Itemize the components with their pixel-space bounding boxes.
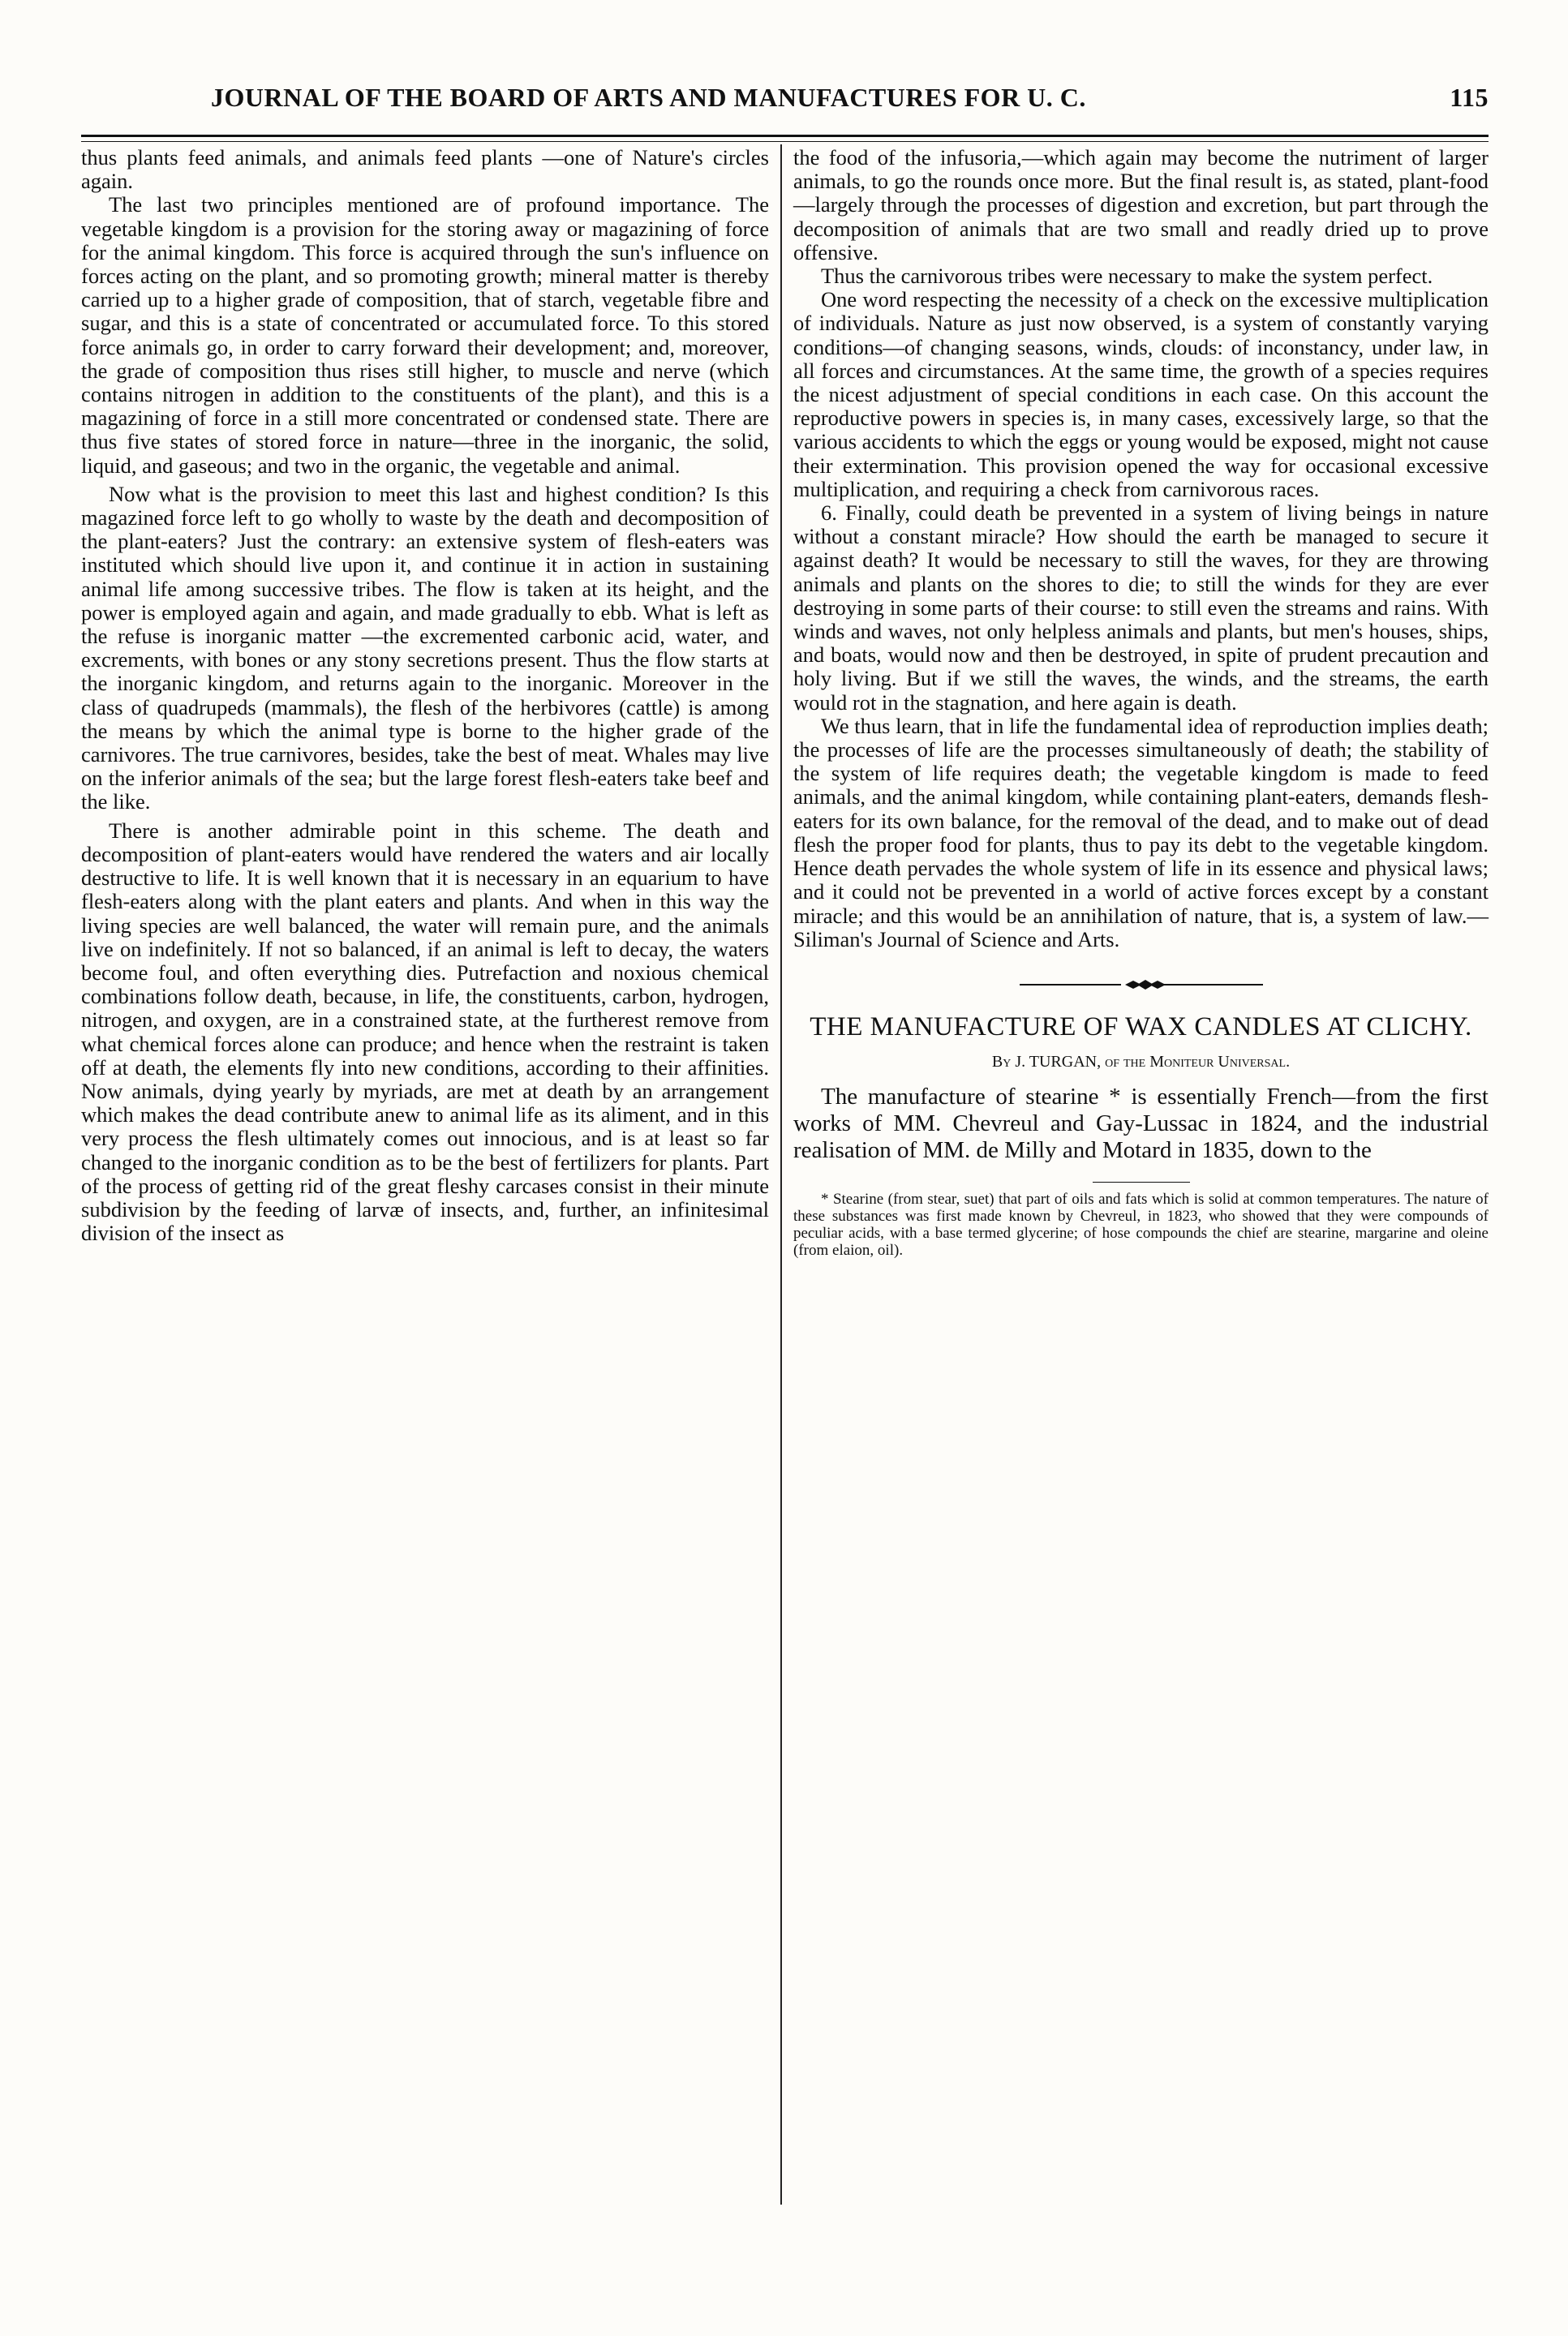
paragraph: Thus the carnivorous tribes were necessary to make the system perfect. bbox=[821, 264, 1433, 289]
paragraph: One word respecting the necessity of a check on the excessive multiplication of individuals. Nature as just now observed, is a system of constantly varying conditions—of changing seasons, winds, clouds: of inconstancy, under law, in all forces and circumstances. At the same time, the growth of a species requires the nicest adjustment of special conditions in each case. On this account the reproductive powers in species is, in many cases, excessively large, so that the various accidents to which the eggs or young would be exposed, might not cause their extermination. This provision opened the way for occasional excessive multiplication, and requiring a check from carnivorous races. bbox=[793, 287, 1489, 501]
article-byline: By J. TURGAN, of the Moniteur Universal. bbox=[991, 1052, 1291, 1071]
running-header bbox=[81, 83, 1489, 128]
article-intro: The manufacture of stearine * is essentially French—from the first works of MM. Chevreul and Gay-Lussac in 1824, and the industrial realisation of MM. de Milly and Motard in 1835, down to the bbox=[793, 1084, 1489, 1164]
header-rule-thin bbox=[81, 141, 1489, 142]
paragraph: There is another admirable point in this scheme. The death and decomposition of plant-eaters would have rendered the waters and air locally destructive to life. It is well known that it is necessary in an equarium to have flesh-eaters along with the plant eaters and plants. And when in this way the living species are well balanced, the water will remain pure, and the animals live on indefinitely. If not so balanced, if an animal is left to decay, the waters become foul, and often everything dies. Putrefaction and noxious chemical combinations follow death, because, in life, the constituents, carbon, hydrogen, nitrogen, and oxygen, are in a constrained state, at the furtherest remove from what chemical forces alone can produce; and hence when the restraint is taken off at death, the elements fly into new conditions, according to their affinities. Now animals, dying yearly by myriads, are met at death by an arrangement which makes the dead contribute anew to animal life as its aliment, and in this very process the flesh ultimately comes out innocious, and is at least so far changed to the inorganic condition as to be the best of fertilizers for plants. Part of the process of getting rid of the great fleshy carcases consist in their minute subdivision by the feeding of larvæ of insects, and, further, an infinitesimal division of the insect as bbox=[81, 818, 769, 1246]
section-ornament bbox=[1020, 979, 1263, 990]
left-column bbox=[81, 146, 769, 1245]
footnote: * Stearine (from stear, suet) that part of oils and fats which is solid at common temperatures. The nature of these substances was first made known by Chevreul, in 1823, who showed that they were compounds of peculiar acids, with a base termed glycerine; of hose compounds the chief are stearine, margarine and oleine (from elaion, oil). bbox=[793, 1191, 1489, 1260]
paragraph: The last two principles mentioned are of profound importance. The vegetable kingdom is a provision for the storing away or magazining of force for the animal kingdom. This force is acquired through the sun's influence on forces acting on the plant, and so promoting growth; mineral matter is thereby carried up to a higher grade of composition, that of starch, vegetable fibre and sugar, and this is a state of concentrated or accumulated force. To this stored force animals go, in order to carry forward their development; and, moreover, the grade of composition thus rises still higher, to muscle and nerve (which contains nitrogen in addition to the constituents of the plant), and this is a magazining of force in a still more concentrated or condensed state. There are thus five states of stored force in nature—three in the inorganic, the solid, liquid, and gaseous; and two in the organic, the vegetable and animal. bbox=[81, 192, 769, 478]
paragraph: thus plants feed animals, and animals feed plants —one of Nature's circles again. bbox=[81, 145, 769, 194]
paragraph: We thus learn, that in life the fundamental idea of reproduction implies death; the processes of life are the processes simultaneously of death; the stability of the system of life requires death; the vegetable kingdom is made to feed animals, and the animal kingdom, while containing plant-eaters, demands flesh-eaters for its own balance, for the removal of the dead, and to make out of dead flesh the proper food for plants, thus to pay its debt to the vegetable kingdom. Hence death pervades the whole system of life in its essence and physical laws; and it could not be prevented in a world of active forces except by a constant miracle; and this would be an annihilation of nature, that is, a system of law.—Siliman's Journal of Science and Arts. bbox=[793, 713, 1489, 951]
journal-title: JOURNAL OF THE BOARD OF ARTS AND MANUFACTURES FOR U. C. bbox=[211, 83, 1086, 112]
column-divider bbox=[780, 144, 782, 2205]
article-title: THE MANUFACTURE OF WAX CANDLES AT CLICHY. bbox=[810, 1011, 1472, 1041]
page-number: 115 bbox=[1450, 83, 1489, 112]
header-rule bbox=[81, 135, 1489, 137]
footnote-rule bbox=[1093, 1182, 1190, 1183]
paragraph: the food of the infusoria,—which again may become the nutriment of larger animals, to go the rounds once more. But the final result is, as stated, plant-food—largely through the processes of digestion and excretion, but part through the decomposition of animals that are two small and readly dried up to prove offensive. bbox=[793, 145, 1489, 264]
right-column bbox=[793, 146, 1489, 1259]
paragraph: Now what is the provision to meet this last and highest condition? Is this magazined force left to go wholly to waste by the death and decomposition of the plant-eaters? Just the contrary: an extensive system of flesh-eaters was instituted which should live upon it, and continue it in action in sustaining animal life among successive tribes. The flow is taken at its height, and the power is employed again and again, and made gradually to ebb. What is left as the refuse is inorganic matter —the excremented carbonic acid, water, and excrements, with bones or any stony secretions present. Thus the flow starts at the inorganic kingdom, and returns again to the inorganic. Moreover in the class of quadrupeds (mammals), the flesh of the herbivores (cattle) is among the means by which the animal type is borne to the higher grade of the carnivores. The true carnivores, besides, take the best of meat. Whales may live on the inferior animals of the sea; but the large forest flesh-eaters take beef and the like. bbox=[81, 481, 769, 814]
paragraph: 6. Finally, could death be prevented in a system of living beings in nature without a constant miracle? How should the earth be managed to secure it against death? It would be necessary to still the waves, for they are throwing animals and plants on the shores to die; to still the winds for they are ever destroying in some parts of their course: to still even the streams and rains. With winds and waves, not only helpless animals and plants, but men's houses, ships, and boats, would now and then be destroyed, in spite of prudent precaution and holy living. But if we still the waves, the winds, and the streams, the earth would rot in the stagnation, and here again is death. bbox=[793, 500, 1489, 715]
